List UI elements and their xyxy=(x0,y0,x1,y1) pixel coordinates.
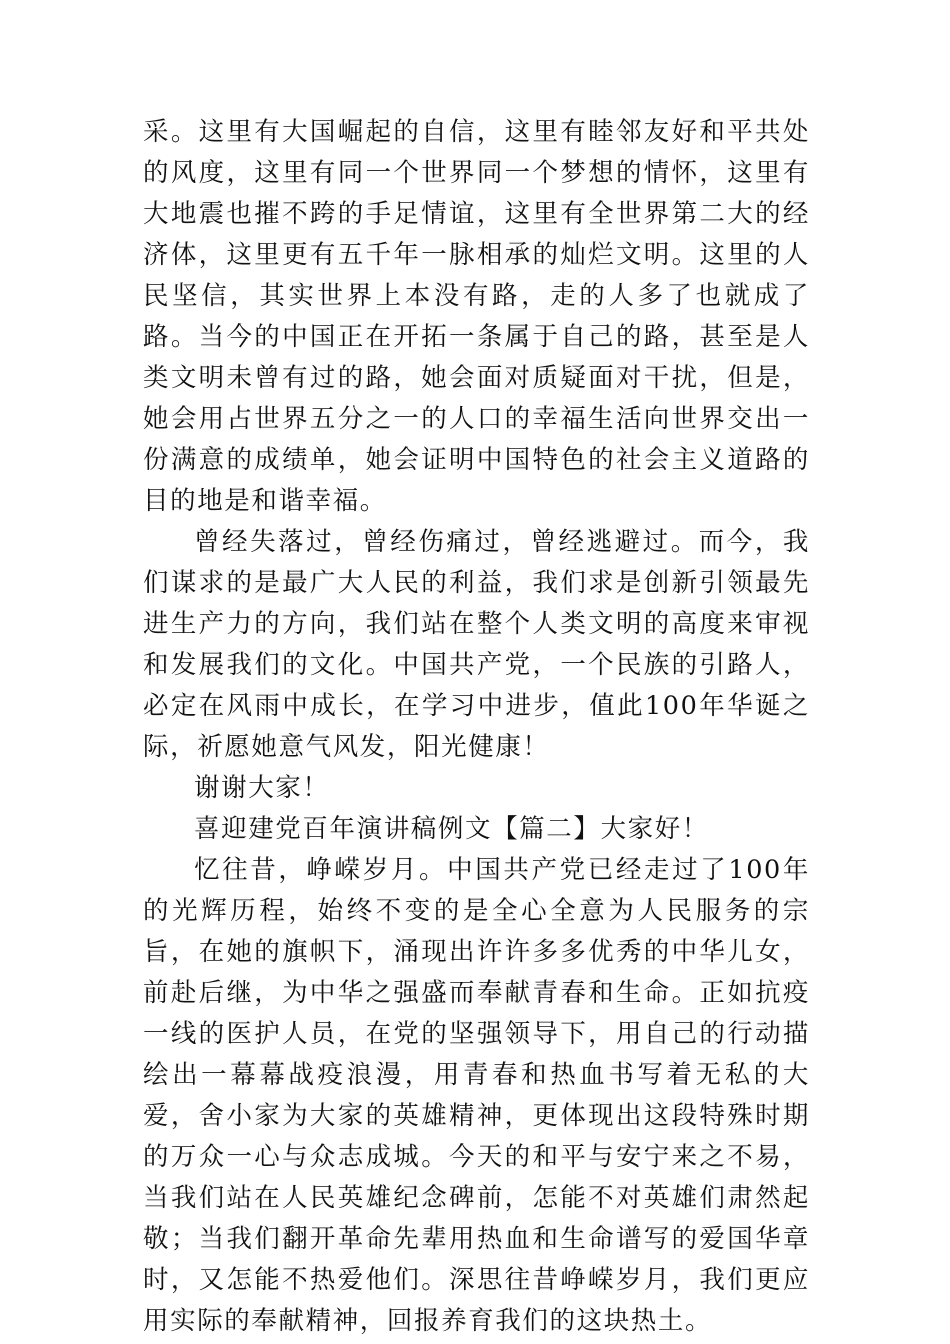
paragraph-continuation: 采。这里有大国崛起的自信，这里有睦邻友好和平共处的风度，这里有同一个世界同一个梦想的情怀，这里有大地震也摧不跨的手足情谊，这里有全世界第二大的经济体，这里更有五千年一脉相承的灿烂文明。这里的人民坚信，其实世界上本没有路，走的人多了也就成了路。当今的中国正在开拓一条属于自己的路，甚至是人类文明未曾有过的路，她会面对质疑面对干扰，但是，她会用占世界五分之一的人口的幸福生活向世界交出一份满意的成绩单，她会证明中国特色的社会主义道路的目的地是和谐幸福。 xyxy=(143,117,810,516)
paragraph-section-heading: 喜迎建党百年演讲稿例文【篇二】大家好！ xyxy=(194,814,709,844)
paragraph-recall-history: 忆往昔，峥嵘岁月。中国共产党已经走过了100年的光辉历程，始终不变的是全心全意为人民服务的宗旨，在她的旗帜下，涌现出许许多多优秀的中华儿女，前赴后继，为中华之强盛而奉献青春和生命。正如抗疫一线的医护人员，在党的坚强领导下，用自己的行动描绘出一幕幕战疫浪漫，用青春和热血书写着无私的大爱，舍小家为大家的英雄精神，更体现出这段特殊时期的万众一心与众志成城。今天的和平与安宁来之不易，当我们站在人民英雄纪念碑前，怎能不对英雄们肃然起敬；当我们翻开革命先辈用热血和生命谱写的爱国华章时，又怎能不热爱他们。深思往昔峥嵘岁月，我们更应用实际的奉献精神，回报养育我们的这块热土。 xyxy=(143,855,810,1336)
paragraph-thanks: 谢谢大家！ xyxy=(194,773,330,803)
paragraph-past-and-present: 曾经失落过，曾经伤痛过，曾经逃避过。而今，我们谋求的是最广大人民的利益，我们求是创新引领最先进生产力的方向，我们站在整个人类文明的高度来审视和发展我们的文化。中国共产党，一个民族的引路人，必定在风雨中成长，在学习中进步，值此100年华诞之际，祈愿她意气风发，阳光健康！ xyxy=(143,527,810,762)
document-body xyxy=(143,112,810,1342)
